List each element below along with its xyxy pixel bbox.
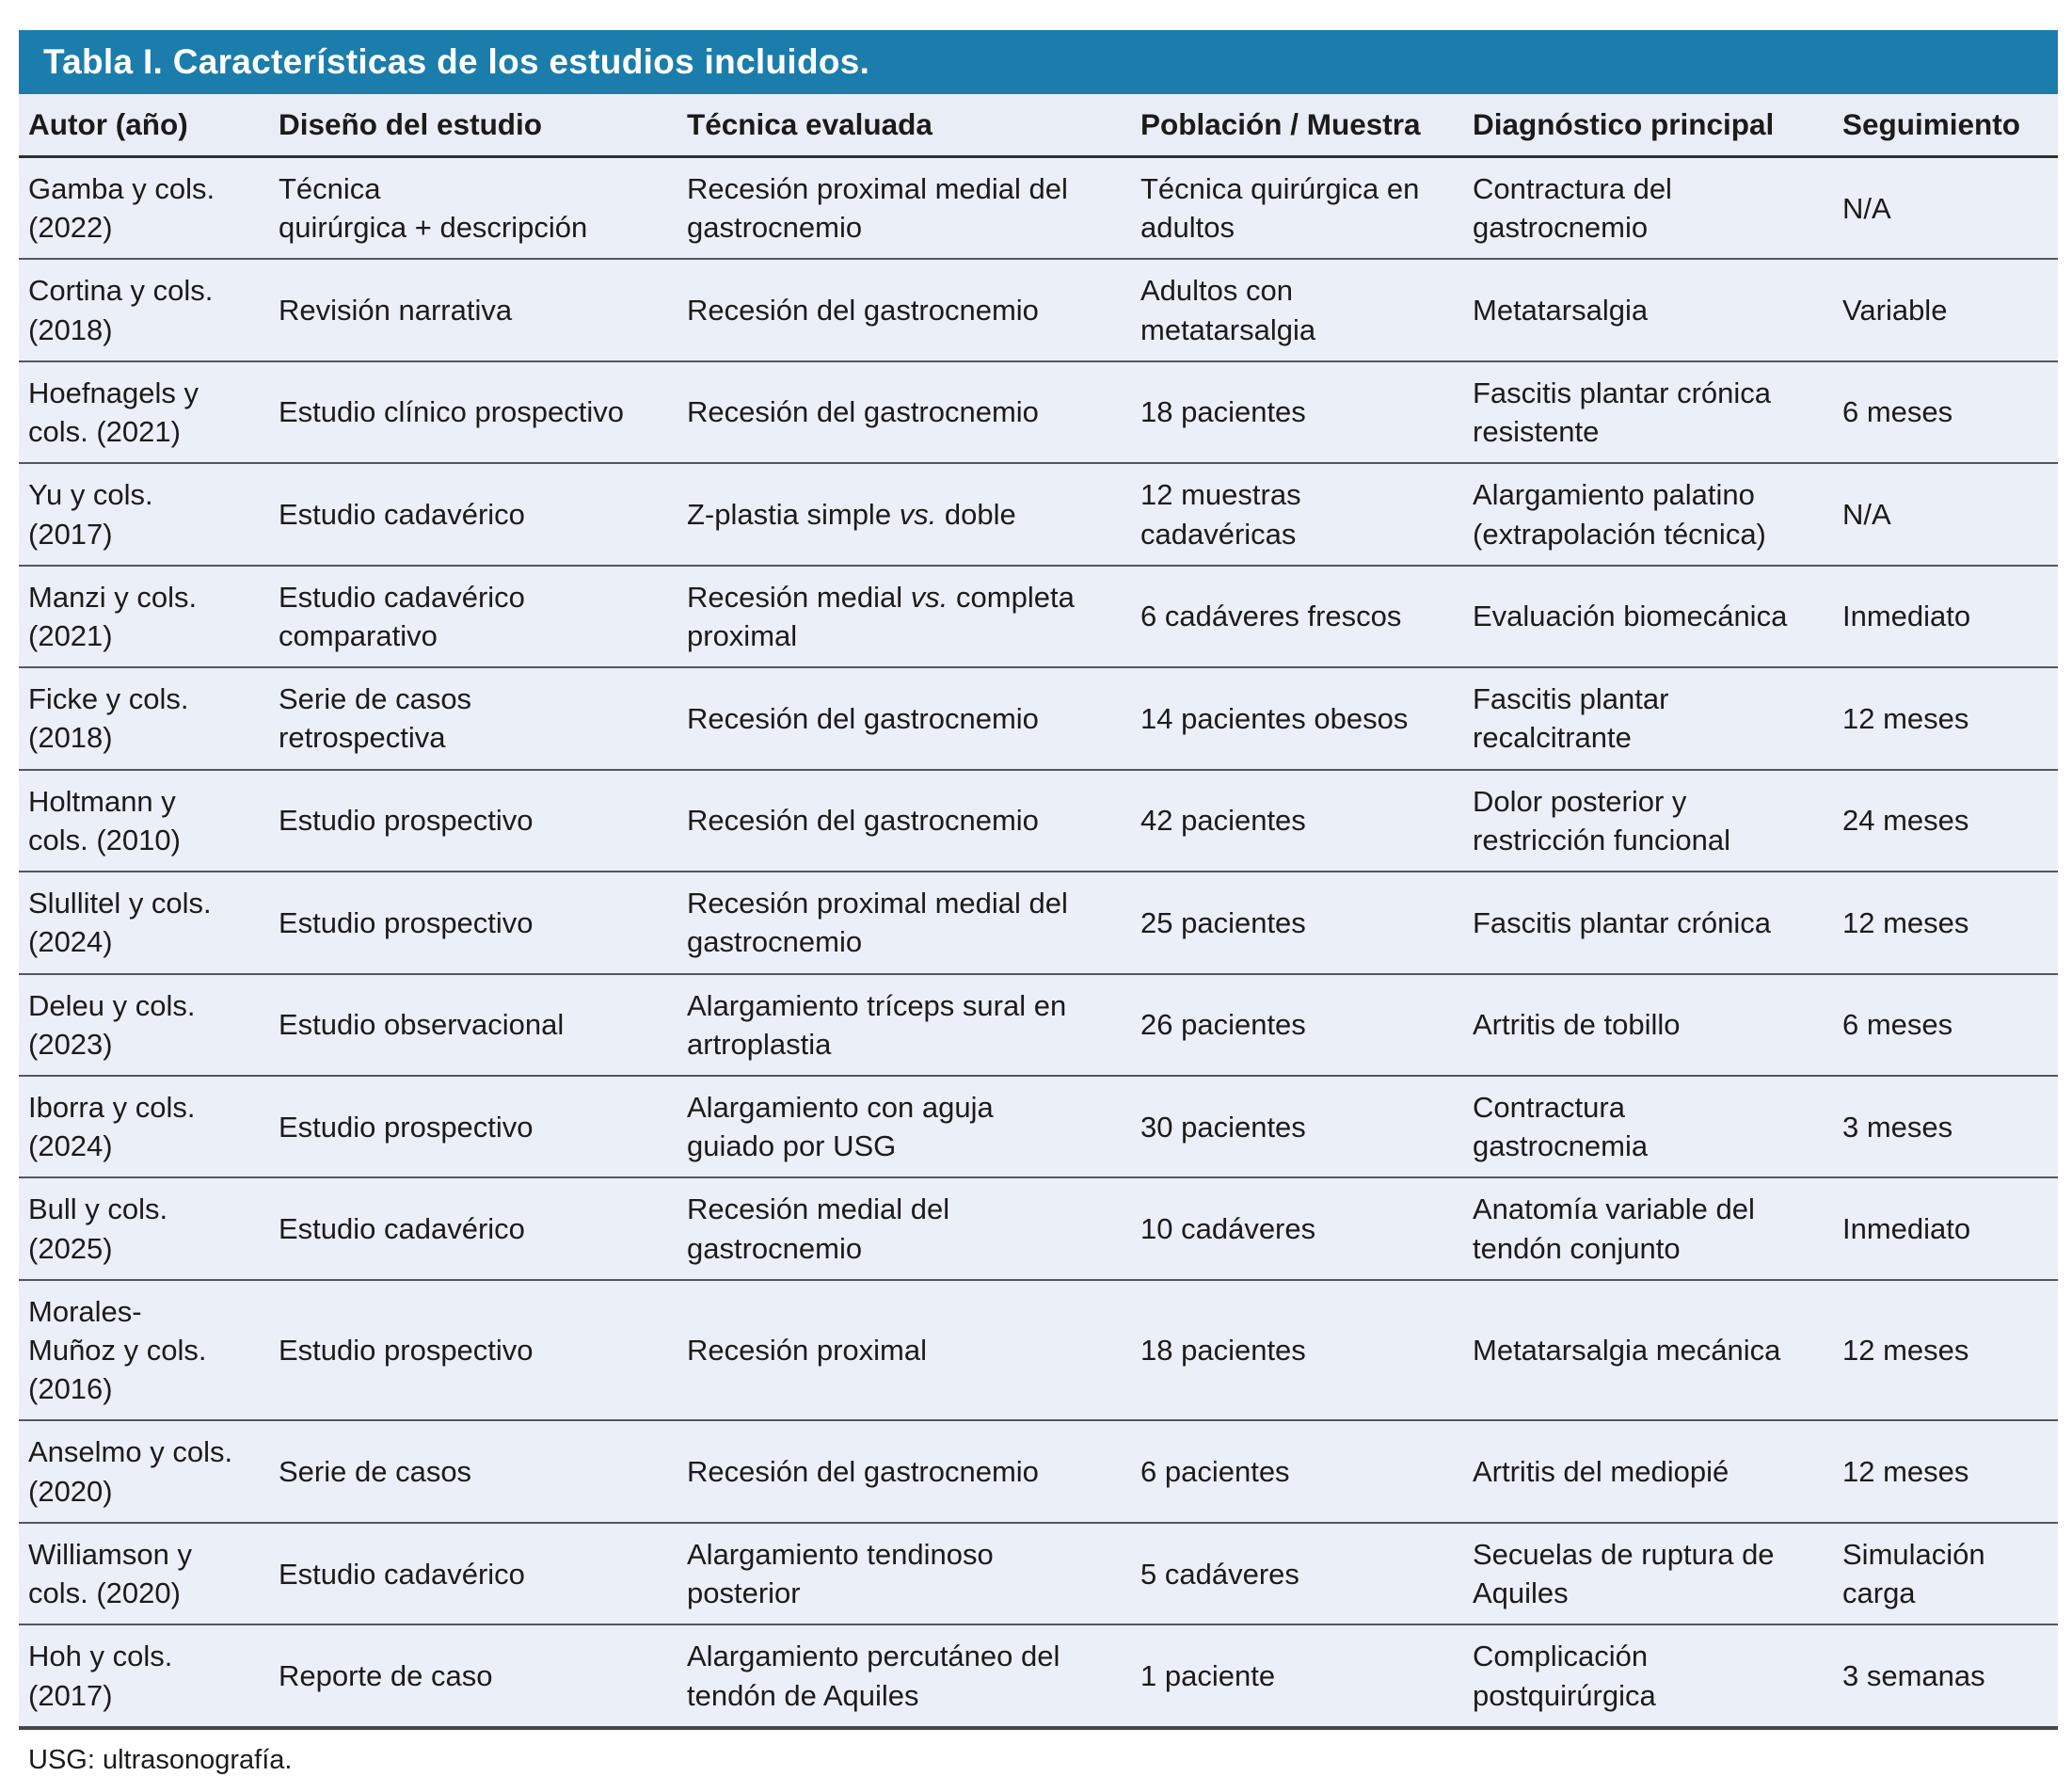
cell-seguimiento: Inmediato [1833, 566, 2058, 667]
column-header-autor: Autor (año) [19, 94, 269, 157]
cell-tecnica: Recesión proximal medial del gastrocnemio [677, 157, 1131, 260]
cell-diseno: Estudio cadavérico [269, 1177, 677, 1279]
cell-diseno: Serie de casos retrospectiva [269, 667, 677, 769]
column-header-poblacion: Población / Muestra [1131, 94, 1463, 157]
cell-tecnica: Recesión del gastrocnemio [677, 1420, 1131, 1522]
cell-diseno: Revisión narrativa [269, 259, 677, 360]
column-header-diagnostico: Diagnóstico principal [1463, 94, 1833, 157]
cell-seguimiento: 12 meses [1833, 1280, 2058, 1421]
cell-diseno: Reporte de caso [269, 1624, 677, 1727]
cell-autor: Slullitel y cols. (2024) [19, 872, 269, 973]
cell-autor: Hoefnagels y cols. (2021) [19, 361, 269, 463]
cell-diagnostico: Anatomía variable del tendón conjunto [1463, 1177, 1833, 1279]
table-row [19, 1523, 2058, 1624]
cell-poblacion: 5 cadáveres [1131, 1523, 1463, 1624]
cell-tecnica: Recesión proximal [677, 1280, 1131, 1421]
cell-diseno: Estudio prospectivo [269, 1076, 677, 1177]
header-row [19, 94, 2058, 157]
cell-seguimiento: 6 meses [1833, 361, 2058, 463]
table-row [19, 667, 2058, 769]
table-row [19, 1280, 2058, 1421]
cell-diseno: Estudio cadavérico [269, 463, 677, 565]
cell-autor: Bull y cols. (2025) [19, 1177, 269, 1279]
cell-autor: Williamson y cols. (2020) [19, 1523, 269, 1624]
cell-autor: Manzi y cols. (2021) [19, 566, 269, 667]
cell-diagnostico: Artritis del mediopié [1463, 1420, 1833, 1522]
table-row [19, 157, 2058, 260]
cell-poblacion: 42 pacientes [1131, 770, 1463, 872]
cell-diagnostico: Contractura del gastrocnemio [1463, 157, 1833, 260]
cell-diagnostico: Fascitis plantar crónica [1463, 872, 1833, 973]
cell-seguimiento: 3 meses [1833, 1076, 2058, 1177]
cell-seguimiento: 6 meses [1833, 974, 2058, 1076]
cell-tecnica: Recesión del gastrocnemio [677, 770, 1131, 872]
cell-seguimiento: 12 meses [1833, 1420, 2058, 1522]
cell-autor: Holtmann y cols. (2010) [19, 770, 269, 872]
table-footnote: USG: ultrasonografía. [28, 1744, 293, 1775]
cell-diseno: Técnica quirúrgica + descripción [269, 157, 677, 260]
cell-poblacion: 6 pacientes [1131, 1420, 1463, 1522]
table-row [19, 259, 2058, 360]
table-title-bar [19, 30, 2058, 94]
cell-tecnica: Recesión medial del gastrocnemio [677, 1177, 1131, 1279]
cell-seguimiento: Simulación carga [1833, 1523, 2058, 1624]
table-row [19, 1624, 2058, 1727]
cell-tecnica: Recesión medial vs. completa proximal [677, 566, 1131, 667]
cell-seguimiento: N/A [1833, 157, 2058, 260]
cell-diagnostico: Fascitis plantar recalcitrante [1463, 667, 1833, 769]
cell-seguimiento: N/A [1833, 463, 2058, 565]
column-header-seguimiento: Seguimiento [1833, 94, 2058, 157]
table-title: Tabla I. Características de los estudios incluidos. [43, 42, 870, 81]
cell-autor: Morales- Muñoz y cols. (2016) [19, 1280, 269, 1421]
table-card [19, 30, 2058, 1776]
cell-tecnica: Recesión del gastrocnemio [677, 667, 1131, 769]
cell-tecnica: Z-plastia simple vs. doble [677, 463, 1131, 565]
cell-autor: Iborra y cols. (2024) [19, 1076, 269, 1177]
cell-poblacion: 1 paciente [1131, 1624, 1463, 1727]
cell-poblacion: 18 pacientes [1131, 1280, 1463, 1421]
cell-autor: Ficke y cols. (2018) [19, 667, 269, 769]
cell-poblacion: 18 pacientes [1131, 361, 1463, 463]
cell-autor: Yu y cols. (2017) [19, 463, 269, 565]
cell-poblacion: 25 pacientes [1131, 872, 1463, 973]
cell-diagnostico: Metatarsalgia [1463, 259, 1833, 360]
cell-autor: Anselmo y cols. (2020) [19, 1420, 269, 1522]
cell-diagnostico: Metatarsalgia mecánica [1463, 1280, 1833, 1421]
cell-diseno: Estudio cadavérico [269, 1523, 677, 1624]
table-row [19, 770, 2058, 872]
table-row [19, 1076, 2058, 1177]
cell-tecnica: Recesión del gastrocnemio [677, 259, 1131, 360]
cell-diseno: Estudio prospectivo [269, 872, 677, 973]
cell-diagnostico: Evaluación biomecánica [1463, 566, 1833, 667]
cell-seguimiento: 12 meses [1833, 667, 2058, 769]
cell-seguimiento: Variable [1833, 259, 2058, 360]
cell-diseno: Estudio prospectivo [269, 1280, 677, 1421]
cell-seguimiento: 12 meses [1833, 872, 2058, 973]
cell-diagnostico: Complicación postquirúrgica [1463, 1624, 1833, 1727]
cell-tecnica: Alargamiento tríceps sural en artroplastia [677, 974, 1131, 1076]
cell-poblacion: 6 cadáveres frescos [1131, 566, 1463, 667]
cell-diseno: Estudio cadavérico comparativo [269, 566, 677, 667]
cell-diagnostico: Alargamiento palatino (extrapolación técnica) [1463, 463, 1833, 565]
cell-diseno: Estudio clínico prospectivo [269, 361, 677, 463]
cell-diseno: Estudio prospectivo [269, 770, 677, 872]
cell-seguimiento: 24 meses [1833, 770, 2058, 872]
cell-poblacion: 12 muestras cadavéricas [1131, 463, 1463, 565]
cell-poblacion: Adultos con metatarsalgia [1131, 259, 1463, 360]
cell-diagnostico: Fascitis plantar crónica resistente [1463, 361, 1833, 463]
table-row [19, 361, 2058, 463]
cell-diagnostico: Artritis de tobillo [1463, 974, 1833, 1076]
table-row [19, 566, 2058, 667]
cell-poblacion: 14 pacientes obesos [1131, 667, 1463, 769]
cell-autor: Cortina y cols. (2018) [19, 259, 269, 360]
cell-autor: Hoh y cols. (2017) [19, 1624, 269, 1727]
cell-tecnica: Recesión proximal medial del gastrocnemio [677, 872, 1131, 973]
cell-diagnostico: Secuelas de ruptura de Aquiles [1463, 1523, 1833, 1624]
cell-tecnica: Recesión del gastrocnemio [677, 361, 1131, 463]
cell-diseno: Serie de casos [269, 1420, 677, 1522]
table-row [19, 1177, 2058, 1279]
column-header-diseno: Diseño del estudio [269, 94, 677, 157]
cell-diseno: Estudio observacional [269, 974, 677, 1076]
cell-seguimiento: Inmediato [1833, 1177, 2058, 1279]
cell-diagnostico: Contractura gastrocnemia [1463, 1076, 1833, 1177]
cell-diagnostico: Dolor posterior y restricción funcional [1463, 770, 1833, 872]
table-row [19, 872, 2058, 973]
table-row [19, 463, 2058, 565]
table-row [19, 1420, 2058, 1522]
column-header-tecnica: Técnica evaluada [677, 94, 1131, 157]
table-body [19, 157, 2058, 1728]
cell-tecnica: Alargamiento con aguja guiado por USG [677, 1076, 1131, 1177]
cell-seguimiento: 3 semanas [1833, 1624, 2058, 1727]
cell-poblacion: Técnica quirúrgica en adultos [1131, 157, 1463, 260]
cell-poblacion: 30 pacientes [1131, 1076, 1463, 1177]
studies-table [19, 94, 2058, 1730]
cell-tecnica: Alargamiento percutáneo del tendón de Aquiles [677, 1624, 1131, 1727]
cell-tecnica: Alargamiento tendinoso posterior [677, 1523, 1131, 1624]
cell-poblacion: 26 pacientes [1131, 974, 1463, 1076]
cell-autor: Deleu y cols. (2023) [19, 974, 269, 1076]
cell-autor: Gamba y cols. (2022) [19, 157, 269, 260]
cell-poblacion: 10 cadáveres [1131, 1177, 1463, 1279]
table-row [19, 974, 2058, 1076]
